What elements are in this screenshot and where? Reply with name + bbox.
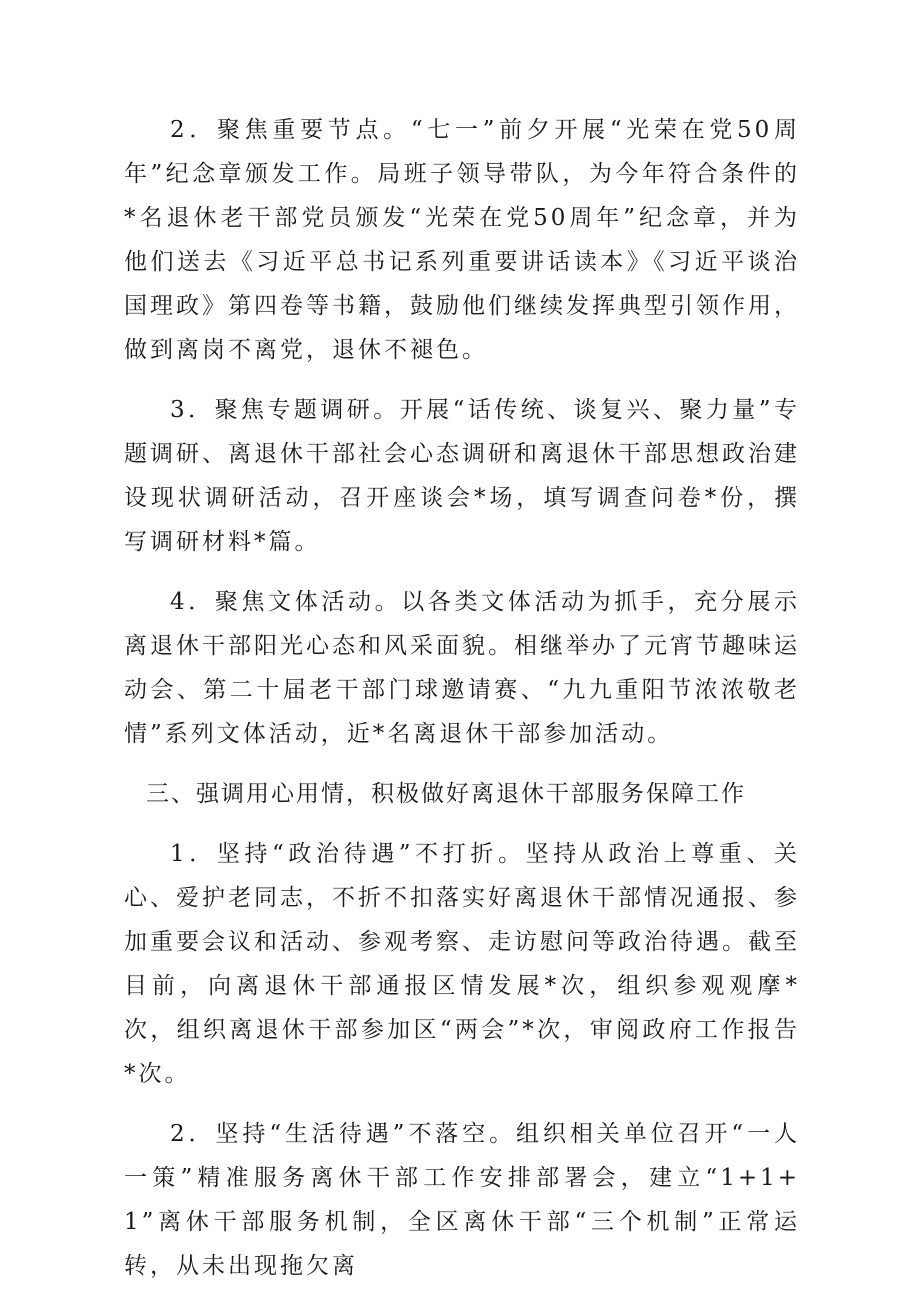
paragraph-living-treatment: 2．坚持“生活待遇”不落空。组织相关单位召开“一人一策”精准服务离休干部工作安排部署会，建立“1+1+1”离休干部服务机制，全区离休干部“三个机制”正常运转，从未出现拖欠离 — [124, 1121, 800, 1279]
paragraph-cultural-activities: 4．聚焦文体活动。以各类文体活动为抓手，充分展示离退休干部阳光心态和风采面貌。相继举办了元宵节趣味运动会、第二十届老干部门球邀请赛、“九九重阳节浓浓敬老情”系列文体活动，近*名离退休干部参加活动。 — [124, 589, 800, 747]
paragraph-special-research: 3．聚焦专题调研。开展“话传统、谈复兴、聚力量”专题调研、离退休干部社会心态调研和离退休干部思想政治建设现状调研活动，召开座谈会*场，填写调查问卷*份，撰写调研材料*篇。 — [124, 397, 800, 555]
paragraph-political-treatment: 1．坚持“政治待遇”不打折。坚持从政治上尊重、关心、爱护老同志，不折不扣落实好离退休干部情况通报、参加重要会议和活动、参观考察、走访慰问等政治待遇。截至目前，向离退休干部通报区情发展*次，组织参观观摩*次，组织离退休干部参加区“两会”*次，审阅政府工作报告*次。 — [124, 841, 800, 1087]
paragraph-key-dates: 2．聚焦重要节点。“七一”前夕开展“光荣在党50周年”纪念章颁发工作。局班子领导带队，为今年符合条件的*名退休老干部党员颁发“光荣在党50周年”纪念章，并为他们送去《习近平总书记系列重要讲话读本》《习近平谈治国理政》第四卷等书籍，鼓励他们继续发挥典型引领作用，做到离岗不离党，退休不褪色。 — [124, 117, 800, 363]
section-heading-service-guarantee: 三、强调用心用情，积极做好离退休干部服务保障工作 — [146, 781, 746, 807]
